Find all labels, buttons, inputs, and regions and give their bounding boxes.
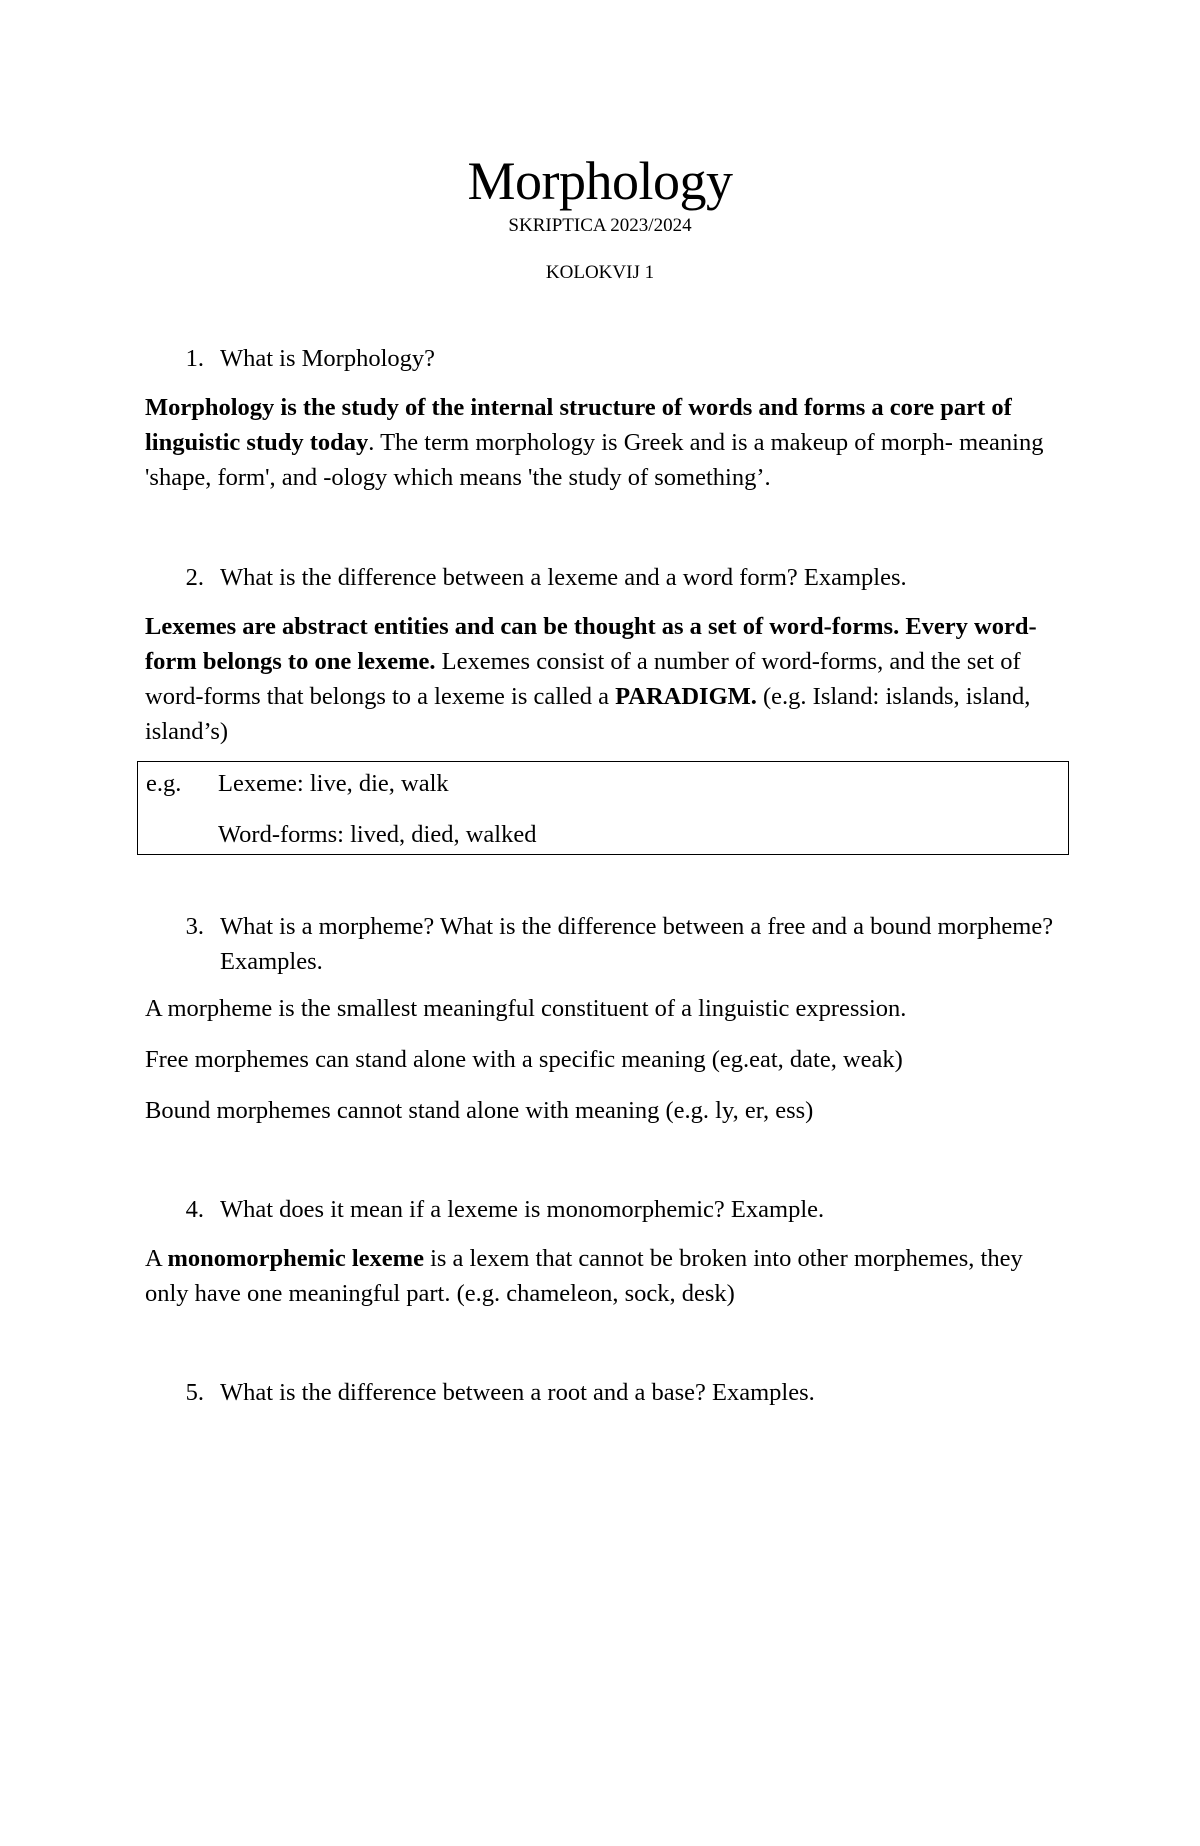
document-title: Morphology xyxy=(467,151,733,211)
example-label: e.g. xyxy=(146,770,182,797)
answer-text-start: A xyxy=(145,1245,168,1272)
example-row-wordforms xyxy=(146,817,1060,852)
document-subtitle: SKRIPTICA 2023/2024 xyxy=(508,215,692,236)
document-page xyxy=(0,150,1200,1846)
answer-bold-text: Lexemes are abstract entities and can be thought as a set of word-forms. Every word-form belongs to one lexeme. xyxy=(145,613,1037,675)
question-number: 2. xyxy=(185,564,204,591)
example-row-lexeme xyxy=(146,766,1060,801)
question-5 xyxy=(145,1375,1055,1410)
question-number: 1. xyxy=(185,345,204,372)
question-text: What is a morpheme? What is the difference between a free and a bound morpheme? Examples. xyxy=(220,913,1054,975)
question-1 xyxy=(145,341,1055,376)
paradigm-term: PARADIGM. xyxy=(615,683,757,710)
answer-3-free: Free morphemes can stand alone with a specific meaning (eg.eat, date, weak) xyxy=(145,1046,903,1073)
question-number: 5. xyxy=(185,1379,204,1406)
document-subtitle-kolokvij: KOLOKVIJ 1 xyxy=(545,262,655,283)
example-box xyxy=(137,761,1069,855)
answer-text: is a lexem that cannot be broken into other morphemes, they only have one meaningful part. (e.g. chameleon, sock, desk) xyxy=(145,1245,1023,1307)
answer-4 xyxy=(145,1241,1055,1311)
question-text: What is the difference between a root and a base? Examples. xyxy=(220,1379,815,1406)
answer-3-bound: Bound morphemes cannot stand alone with meaning (e.g. ly, er, ess) xyxy=(145,1097,814,1124)
question-2 xyxy=(145,560,1055,595)
question-text: What is the difference between a lexeme and a word form? Examples. xyxy=(220,564,907,591)
answer-bold-text: Morphology is the study of the internal structure of words and forms a core part of linguistic study today xyxy=(145,394,1012,456)
question-text: What is Morphology? xyxy=(220,345,436,372)
answer-text-end: (e.g. Island: islands, island, island’s) xyxy=(145,683,1031,745)
example-wordforms: Word-forms: lived, died, walked xyxy=(218,821,537,848)
question-3 xyxy=(145,909,1055,979)
question-text: What does it mean if a lexeme is monomorphemic? Example. xyxy=(220,1196,825,1223)
answer-2 xyxy=(145,609,1055,749)
answer-bold-text: monomorphemic lexeme xyxy=(167,1245,424,1272)
answer-text: Lexemes consist of a number of word-forms, and the set of word-forms that belongs to a lexeme is called a xyxy=(145,648,1021,710)
example-lexeme: Lexeme: live, die, walk xyxy=(218,770,449,797)
answer-1 xyxy=(145,390,1055,495)
question-4 xyxy=(145,1192,1055,1227)
question-number: 4. xyxy=(185,1196,204,1223)
answer-text: . The term morphology is Greek and is a makeup of morph- meaning 'shape, form', and -ology which means 'the study of something’. xyxy=(145,429,1044,491)
question-number: 3. xyxy=(185,913,204,940)
answer-3-definition: A morpheme is the smallest meaningful constituent of a linguistic expression. xyxy=(145,995,907,1022)
